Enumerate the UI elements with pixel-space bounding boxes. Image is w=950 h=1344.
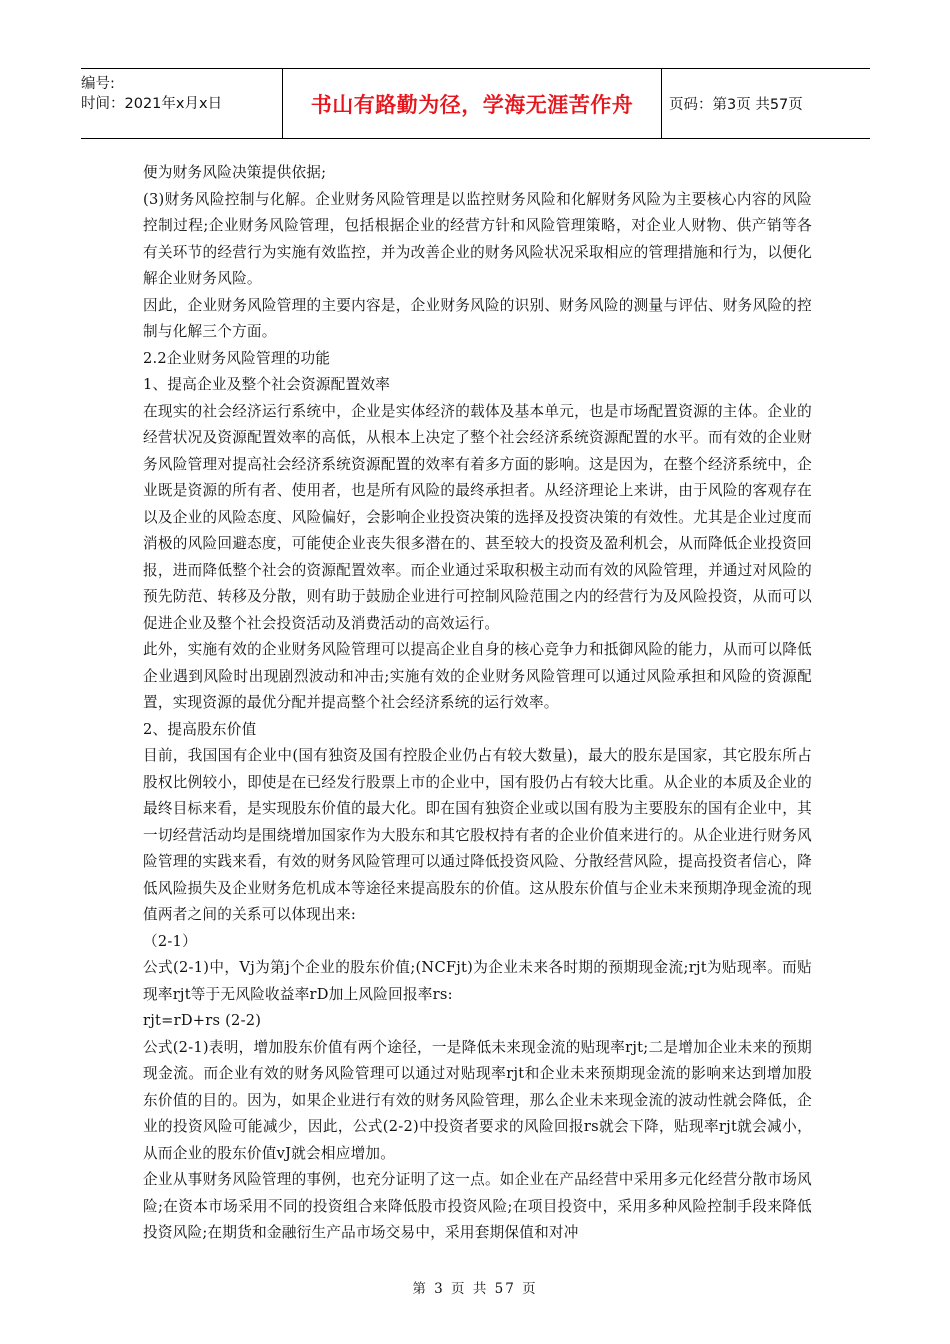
body-paragraph: (3)财务风险控制与化解。企业财务风险管理是以监控财务风险和化解财务风险为主要核心内容的风险控制过程;企业财务风险管理，包括根据企业的经营方针和风险管理策略，对企业人财物、供产销等各有关环节的经营行为实施有效监控，并为改善企业的财务风险状况采取相应的管理措施和行为，以便化解企业财务风险。: [143, 190, 812, 287]
formula-line: rjt=rD+rs (2-2): [143, 1012, 262, 1029]
body-paragraph: 目前，我国国有企业中(国有独资及国有控股企业仍占有较大数量)，最大的股东是国家，其它股东所占股权比例较小，即使是在已经发行股票上市的企业中，国有股仍占有较大比重。从企业的本质及企业的最终目标来看，是实现股东价值的最大化。即在国有独资企业或以国有股为主要股东的国有企业中，其一切经营活动均是围绕增加国家作为大股东和其它股权持有者的企业价值来进行的。从企业进行财务风险管理的实践来看，有效的财务风险管理可以通过降低投资风险、分散经营风险，提高投资者信心，降低风险损失及企业财务危机成本等途径来提高股东的价值。这从股东价值与企业未来预期净现金流的现值两者之间的关系可以体现出来:: [143, 747, 812, 923]
document-body: [143, 160, 812, 1247]
section-heading: 2.2企业财务风险管理的功能: [143, 349, 331, 367]
subsection-heading: 2、提高股东价值: [143, 720, 257, 738]
body-paragraph: 便为财务风险决策提供依据;: [143, 164, 327, 181]
header-meta: [81, 69, 282, 138]
body-paragraph: 公式(2-1)表明，增加股东价值有两个途径，一是降低未来现金流的贴现率rjt;二是增加企业未来的预期现金流。而企业有效的财务风险管理可以通过对贴现率rjt和企业未来预期现金流的影响来达到增加股东价值的目的。因为，如果企业进行有效的财务风险管理，那么企业未来现金流的波动性就会降低，企业的投资风险可能减少，因此，公式(2-2)中投资者要求的风险回报rs就会下降，贴现率rjt就会减小，从而企业的股东价值vJ就会相应增加。: [143, 1038, 812, 1162]
header-page-info: 页码：第3页 共57页: [669, 97, 803, 113]
subsection-heading: 1、提高企业及整个社会资源配置效率: [143, 376, 391, 393]
body-paragraph: 企业从事财务风险管理的事例，也充分证明了这一点。如企业在产品经营中采用多元化经营分散市场风险;在资本市场采用不同的投资组合来降低股市投资风险;在项目投资中，采用多种风险控制手段来降低投资风险;在期货和金融衍生产品市场交易中，采用套期保值和对冲: [143, 1171, 812, 1241]
page-footer: 第 3 页 共 57 页: [412, 1281, 538, 1297]
formula-label: （2-1）: [143, 932, 197, 950]
body-paragraph: 因此，企业财务风险管理的主要内容是，企业财务风险的识别、财务风险的测量与评估、财务风险的控制与化解三个方面。: [143, 296, 812, 340]
document-number-label: 编号:: [81, 76, 115, 92]
body-paragraph: 此外，实施有效的企业财务风险管理可以提高企业自身的核心竞争力和抵御风险的能力，从而可以降低企业遇到风险时出现剧烈波动和冲击;实施有效的企业财务风险管理可以通过风险承担和风险的资源配置，实现资源的最优分配并提高整个社会经济系统的运行效率。: [143, 641, 812, 711]
body-paragraph: 在现实的社会经济运行系统中，企业是实体经济的载体及基本单元，也是市场配置资源的主体。企业的经营状况及资源配置效率的高低，从根本上决定了整个社会经济系统资源配置的水平。而有效的企业财务风险管理对提高社会经济系统资源配置的效率有着多方面的影响。这是因为，在整个经济系统中，企业既是资源的所有者、使用者，也是所有风险的最终承担者。从经济理论上来讲，由于风险的客观存在以及企业的风险态度、风险偏好，会影响企业投资决策的选择及投资决策的有效性。尤其是企业过度而消极的风险回避态度，可能使企业丧失很多潜在的、甚至较大的投资及盈利机会，从而降低企业投资回报，进而降低整个社会的资源配置效率。而企业通过采取积极主动而有效的风险管理，并通过对风险的预先防范、转移及分散，则有助于鼓励企业进行可控制风险范围之内的经营行为及风险投资，从而可以促进企业及整个社会投资活动及消费活动的高效运行。: [143, 402, 812, 632]
header-motto: 书山有路勤为径，学海无涯苦作舟: [282, 69, 662, 138]
body-paragraph: 公式(2-1)中，Vj为第j个企业的股东价值;(NCFjt)为企业未来各时期的预期现金流;rjt为贴现率。而贴现率rjt等于无风险收益率rD加上风险回报率rs:: [143, 959, 812, 1003]
page-header: [81, 68, 870, 139]
document-time-label: 时间：2021年x月x日: [81, 96, 223, 112]
